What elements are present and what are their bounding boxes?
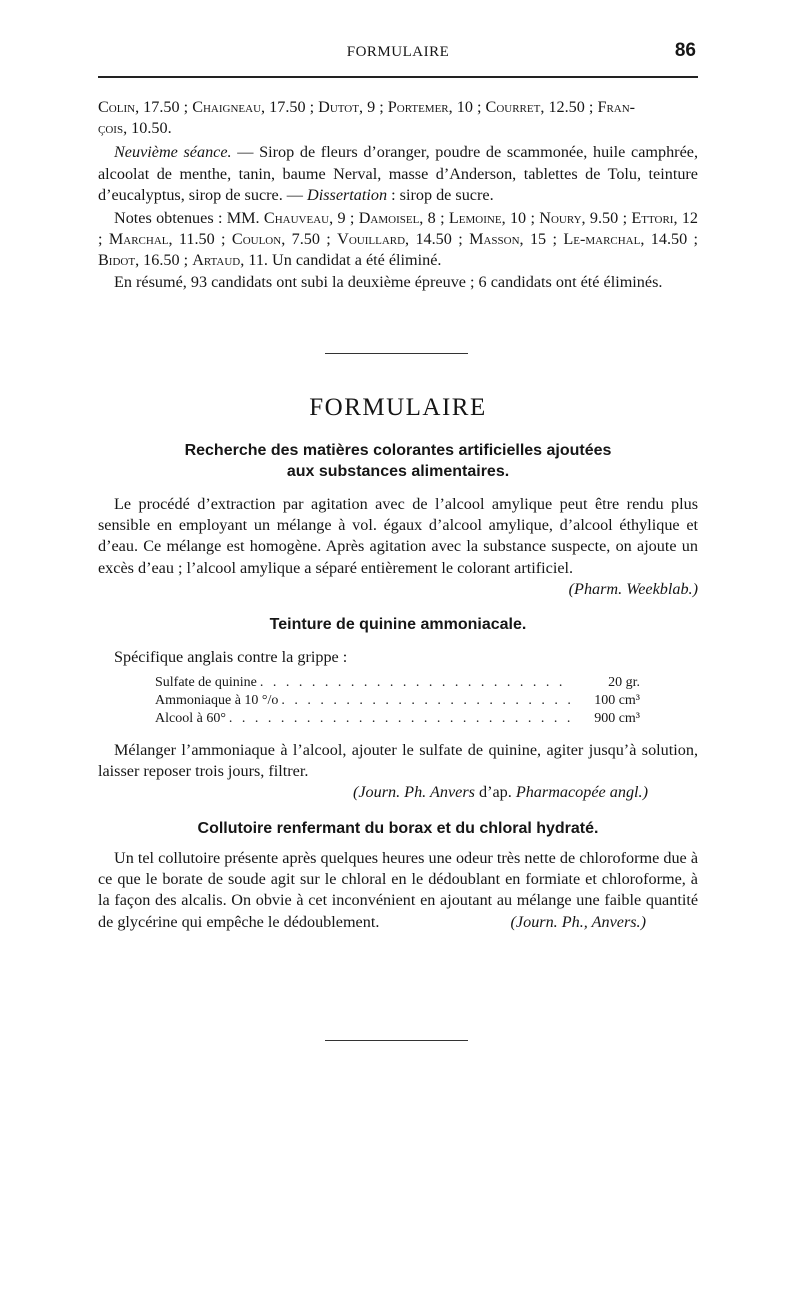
section2-body bbox=[98, 740, 698, 804]
section1-text: Le procédé d’extraction par agitation avec de l’alcool amylique peut être rendu plus sensible en employant un mélange à vol. égaux d’alcool amylique, d’alcool éthylique et d’eau. Ce mélange est homogène. Après agitation avec la substance suspecte, on ajoute un excès d’eau ; l’alcool amylique a séparé entièrement le colorant artificiel. bbox=[98, 495, 698, 577]
recipe-ingredient: Ammoniaque à 10 °/o bbox=[155, 693, 279, 708]
results-line-1: Colin, 17.50 ; Chaigneau, 17.50 ; Dutot, 9 ; Portemer, 10 ; Courret, 12.50 ; Fran- bbox=[98, 98, 636, 116]
section3-source: (Journ. Ph., Anvers.) bbox=[510, 912, 646, 931]
recipe-row bbox=[155, 710, 640, 728]
section2-source: (Journ. Ph. Anvers d’ap. Pharmacopée angl.) bbox=[352, 783, 648, 802]
section3-heading: Collutoire renfermant du borax et du chloral hydraté. bbox=[197, 820, 599, 837]
section-separator-top bbox=[325, 353, 468, 354]
neuvieme-seance-label: Neuvième séance. bbox=[114, 143, 232, 162]
recipe-ingredient: Alcool à 60° bbox=[155, 711, 226, 726]
recipe-quantity: 100 cm³ bbox=[594, 693, 640, 708]
recipe-row bbox=[155, 692, 640, 710]
section-separator-bottom bbox=[325, 1040, 468, 1041]
neuvieme-seance-paragraph: Neuvième séance. — Sirop de fleurs d’oranger, poudre de scammonée, huile camphrée, alcoolat de menthe, tanin, baume Nerval, masse d’Anderson, tablettes de Tolu, teinture d’eucalyptus, sirop de sucre. — Dissertation : sirop de sucre. bbox=[98, 143, 698, 204]
results-line-2: çois, 10.50. bbox=[98, 119, 172, 138]
recipe-quantity: 20 gr. bbox=[608, 675, 640, 690]
leader-dots bbox=[278, 692, 570, 710]
page-number: 86 bbox=[674, 40, 696, 61]
section2-text: Mélanger l’ammoniaque à l’alcool, ajouter le sulfate de quinine, agiter jusqu’à solution, laisser reposer trois jours, filtrer. bbox=[98, 741, 698, 781]
section1-source: (Pharm. Weekblab.) bbox=[568, 579, 698, 598]
running-header bbox=[98, 40, 698, 68]
running-title: FORMULAIRE bbox=[346, 44, 450, 60]
notes-obtenues-paragraph: Notes obtenues : MM. Chauveau, 9 ; Damoisel, 8 ; Lemoine, 10 ; Noury, 9.50 ; Ettori, 12 ; Marchal, 11.50 ; Coulon, 7.50 ; Vouillard, 14.50 ; Masson, 15 ; Le-marchal, 14.50 ; Bidot, 16.50 ; Artaud, 11. Un candidat a été éliminé. bbox=[98, 209, 699, 270]
dissertation-label: Dissertation bbox=[307, 185, 388, 204]
header-rule bbox=[98, 76, 698, 78]
recipe-row bbox=[155, 674, 640, 692]
recipe-ingredient: Sulfate de quinine bbox=[155, 675, 257, 690]
section1-heading-line2: aux substances alimentaires. bbox=[286, 463, 510, 480]
section1-body bbox=[98, 494, 698, 600]
section1-heading bbox=[98, 440, 698, 482]
section3-text: Un tel collutoire présente après quelques heures une odeur très nette de chloroforme due à ce que le borate de soude agit sur le chloral en le dédoublant en formiate et chloroforme, à la façon des alcalis. On obvie à cet inconvénient en ajoutant au mélange une faible quantité de glycérine qui empêche le dédoublement. bbox=[98, 849, 698, 931]
recipe-quantity: 900 cm³ bbox=[594, 711, 640, 726]
section1-heading-line1: Recherche des matières colorantes artificielles ajoutées bbox=[184, 442, 612, 459]
leader-dots bbox=[226, 710, 570, 728]
section2-heading: Teinture de quinine ammoniacale. bbox=[269, 616, 527, 633]
formulaire-title: FORMULAIRE bbox=[309, 394, 487, 421]
section3-body bbox=[98, 848, 698, 933]
leader-dots bbox=[257, 674, 570, 692]
resume-paragraph: En résumé, 93 candidats ont subi la deuxième épreuve ; 6 candidats ont été éliminés. bbox=[114, 272, 663, 291]
recipe-table bbox=[155, 674, 640, 728]
section2-intro: Spécifique anglais contre la grippe : bbox=[114, 648, 348, 666]
exam-results-section bbox=[98, 97, 698, 293]
